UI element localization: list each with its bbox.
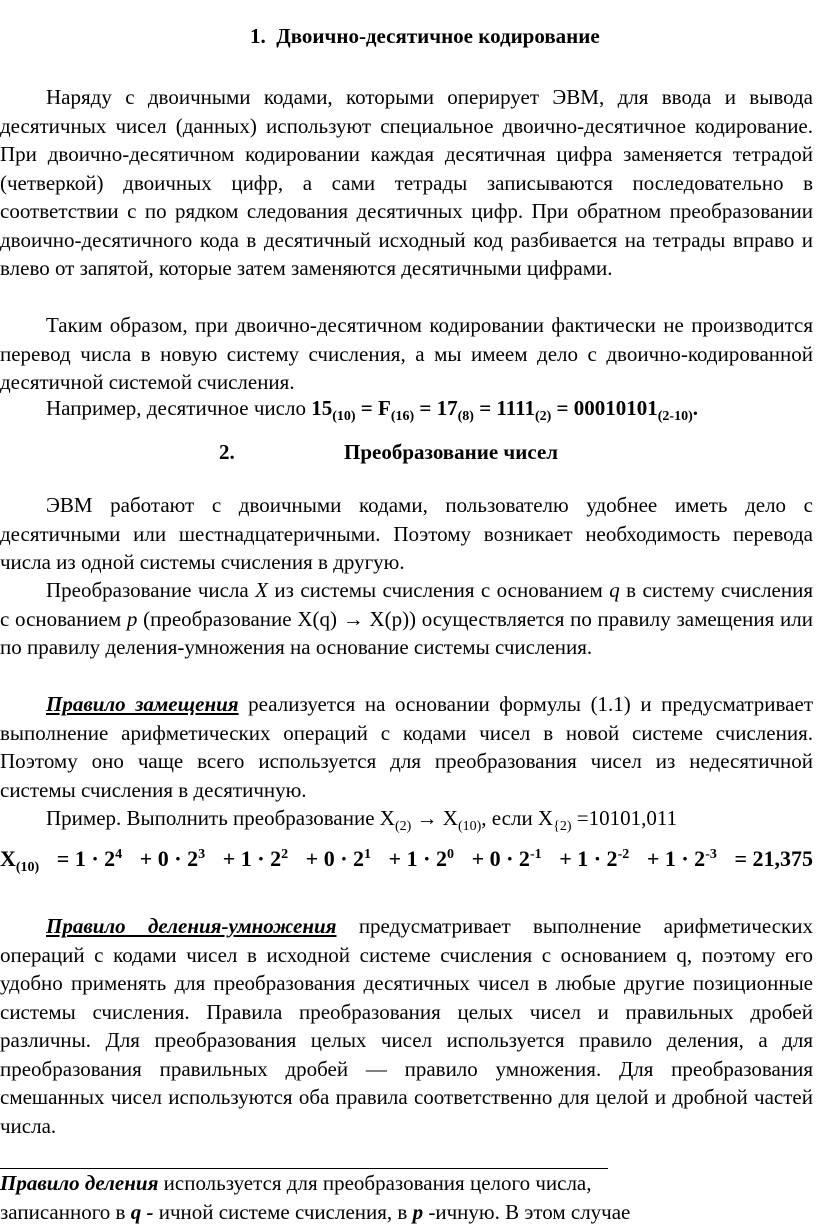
formula-term-1: = $1 \cdot 2^4$ — [56, 846, 123, 871]
formula-result: = 21,375 — [734, 846, 813, 871]
heading-1-number: 1. — [250, 24, 266, 48]
formula-term-8: + $1 \cdot 2^{-3}$ — [646, 846, 717, 871]
formula-lhs: $X_{(10)}$ — [0, 846, 40, 875]
paragraph-conversion-rules: Преобразование числа X из системы счисления с основанием q в систему счисления с основанием p (преобразование X(q) → X(p)) осуществляется по правилу замещения или по правилу деления-умножения на основание системы счисления. — [0, 578, 814, 659]
heading-2-title: Преобразование чисел — [344, 440, 559, 464]
term-division-rule: Правило деления — [0, 1171, 159, 1195]
term-division-multiplication-rule: Правило деления-умножения — [46, 914, 337, 938]
paragraph-division-multiplication-rule: Правило деления-умножения предусматривает выполнение арифметических операций с кодами чисел в исходной системе счисления с основанием q, поэтому его удобно применять для преобразования десятичных чисел в любые другие позиционные системы счисления. Правила преобразования целых чисел и правильных дробей различны. Для преобразования целых чисел используется правило деления, а для преобразования правильных дробей — правило умножения. Для преобразования смешанных чисел используются оба правила соответственно для целой и дробной частей числа. — [0, 914, 813, 1138]
heading-section-1 — [250, 24, 600, 49]
paragraph-example-task: Пример. Выполнить преобразование $X_{(2)} \to X_{(10)}$, если $X_{\{2)} =10101,011$ — [46, 806, 678, 834]
heading-2-number: 2. — [219, 440, 235, 464]
heading-1-title: Двоично-десятичное кодирование — [276, 24, 600, 48]
formula-term-6: + $0 \cdot 2^{-1}$ — [471, 846, 542, 871]
paragraph-bcd-intro: Наряду с двоичными кодами, которыми оперирует ЭВМ, для ввода и вывода десятичных чисел (данных) используют специальное двоично-десятичное кодирование. При двоично-десятичном кодировании каждая десятичная цифра заменяется тетрадой (четверкой) двоичных цифр, а сами тетрады записываются последовательно в соответствии с по рядком следования десятичных цифр. При обратном преобразовании двоично-десятичного кода в десятичный исходный код разбивается на тетрады вправо и влево от запятой, которые затем заменяются десятичными цифрами. — [0, 85, 813, 280]
formula-term-3: + $1 \cdot 2^2$ — [222, 846, 289, 871]
formula-term-2: + $0 \cdot 2^3$ — [139, 846, 206, 871]
term-substitution-rule: Правило замещения — [46, 692, 239, 716]
paragraph-division-rule: Правило деления используется для преобразования целого числа, записанного в q - ичной системе счисления, в p -ичную. В этом случае — [0, 1171, 631, 1224]
paragraph-bcd-summary: Таким образом, при двоично-десятичном кодировании фактически не производится перевод числа в новую систему счисления, а мы имеем дело с двоично-кодированной десятичной системой счисления. — [0, 313, 813, 394]
formula-binary-to-decimal — [0, 846, 813, 875]
formula-term-7: + $1 \cdot 2^{-2}$ — [559, 846, 630, 871]
paragraph-conversion-intro: ЭВМ работают с двоичными кодами, пользователю удобнее иметь дело с десятичными или шестнадцатеричными. Поэтому возникает необходимость перевода числа из одной системы счисления в другую. — [0, 493, 813, 574]
heading-section-2 — [219, 440, 558, 465]
paragraph-substitution-rule: Правило замещения реализуется на основании формулы (1.1) и предусматривает выполнение арифметических операций с кодами чисел в новой системе счисления. Поэтому оно чаще всего используется для преобразования чисел из недесятичной системы счисления в десятичную. — [0, 692, 813, 802]
paragraph-bcd-example: Например, десятичное число $15_{(10)} = F_{(16)} = 17_{(8)} = 1111_{(2)} = 00010101_{(2-10)}$. — [46, 396, 698, 424]
formula-term-5: + $1 \cdot 2^0$ — [388, 846, 454, 871]
formula-term-4: + $0 \cdot 2^1$ — [305, 846, 372, 871]
